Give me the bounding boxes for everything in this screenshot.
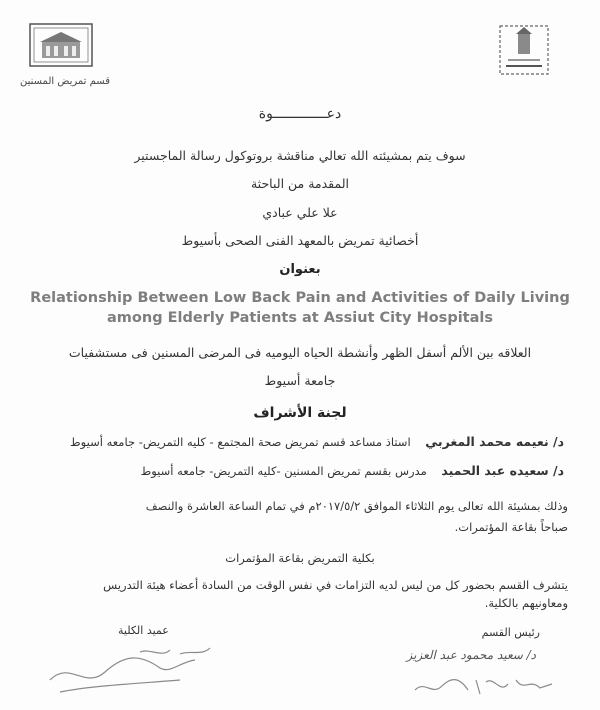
presented-by: المقدمة من الباحثة [250, 176, 349, 191]
invitation-line1: يتشرف القسم بحضور كل من ليس لديه التزامات في نفس الوقت من السادة أعضاء هيئة التدريس [103, 578, 568, 592]
thesis-title-ar-line1: العلاقه بين الألم أسفل الظهر وأنشطة الحياه اليوميه فى المرضى المسنين فى مستشفيات [68, 345, 532, 360]
invitation-paragraph [28, 576, 568, 612]
university-logo [498, 24, 550, 76]
committee-member-name: د/ سعيده عبد الحميد [441, 463, 564, 478]
head-signature-scribble [410, 672, 560, 700]
dean-label: عميد الكلية [118, 624, 169, 637]
titled-heading: بعنوان [279, 262, 321, 277]
committee-member-role: استاذ مساعد قسم تمريض صحة المجتمع - كليه التمريض- جامعه أسيوط [70, 435, 411, 449]
department-label: قسم تمريض المسنين [19, 76, 110, 87]
schedule-paragraph [28, 496, 568, 538]
committee-member-name: د/ نعيمه محمد المغربي [425, 434, 564, 449]
invitation-line2: ومعاونيهم بالكلية. [484, 596, 568, 610]
invitation-title: دعـــــــــــــوة [258, 106, 342, 122]
researcher-name: علا علي عبادي [262, 205, 338, 220]
dean-signature [30, 640, 230, 700]
head-signature-name: د/ سعيد محمود عبد العزيز [406, 648, 536, 662]
schedule-line1: وذلك بمشيئة الله تعالى يوم الثلاثاء الموافق ٢٠١٧/٥/٢م في تمام الساعة العاشرة والنصف [145, 499, 568, 513]
thesis-title-en-line2: among Elderly Patients at Assiut City Hospitals [107, 310, 493, 326]
head-of-department-label: رئيس القسم [481, 626, 540, 639]
thesis-title-ar-line2: جامعة أسيوط [264, 373, 336, 388]
thesis-title-english [0, 288, 600, 328]
researcher-position: أخصائية تمريض بالمعهد الفنى الصحى بأسيوط [181, 233, 419, 248]
thesis-title-en-line1: Relationship Between Low Back Pain and Activities of Daily Living [30, 290, 570, 306]
committee-heading: لجنة الأشراف [253, 405, 347, 421]
committee-member-role: مدرس بقسم تمريض المسنين -كليه التمريض- جامعه أسيوط [140, 464, 427, 478]
committee-member [24, 434, 564, 449]
faculty-logo [28, 22, 94, 68]
intro-line: سوف يتم بمشيئته الله تعالي مناقشة بروتوكول رسالة الماجستير [134, 148, 466, 163]
venue-line: بكلية التمريض بقاعة المؤتمرات [225, 551, 375, 565]
schedule-line2: صباحاً بقاعة المؤتمرات. [454, 520, 568, 534]
committee-member [24, 463, 564, 478]
